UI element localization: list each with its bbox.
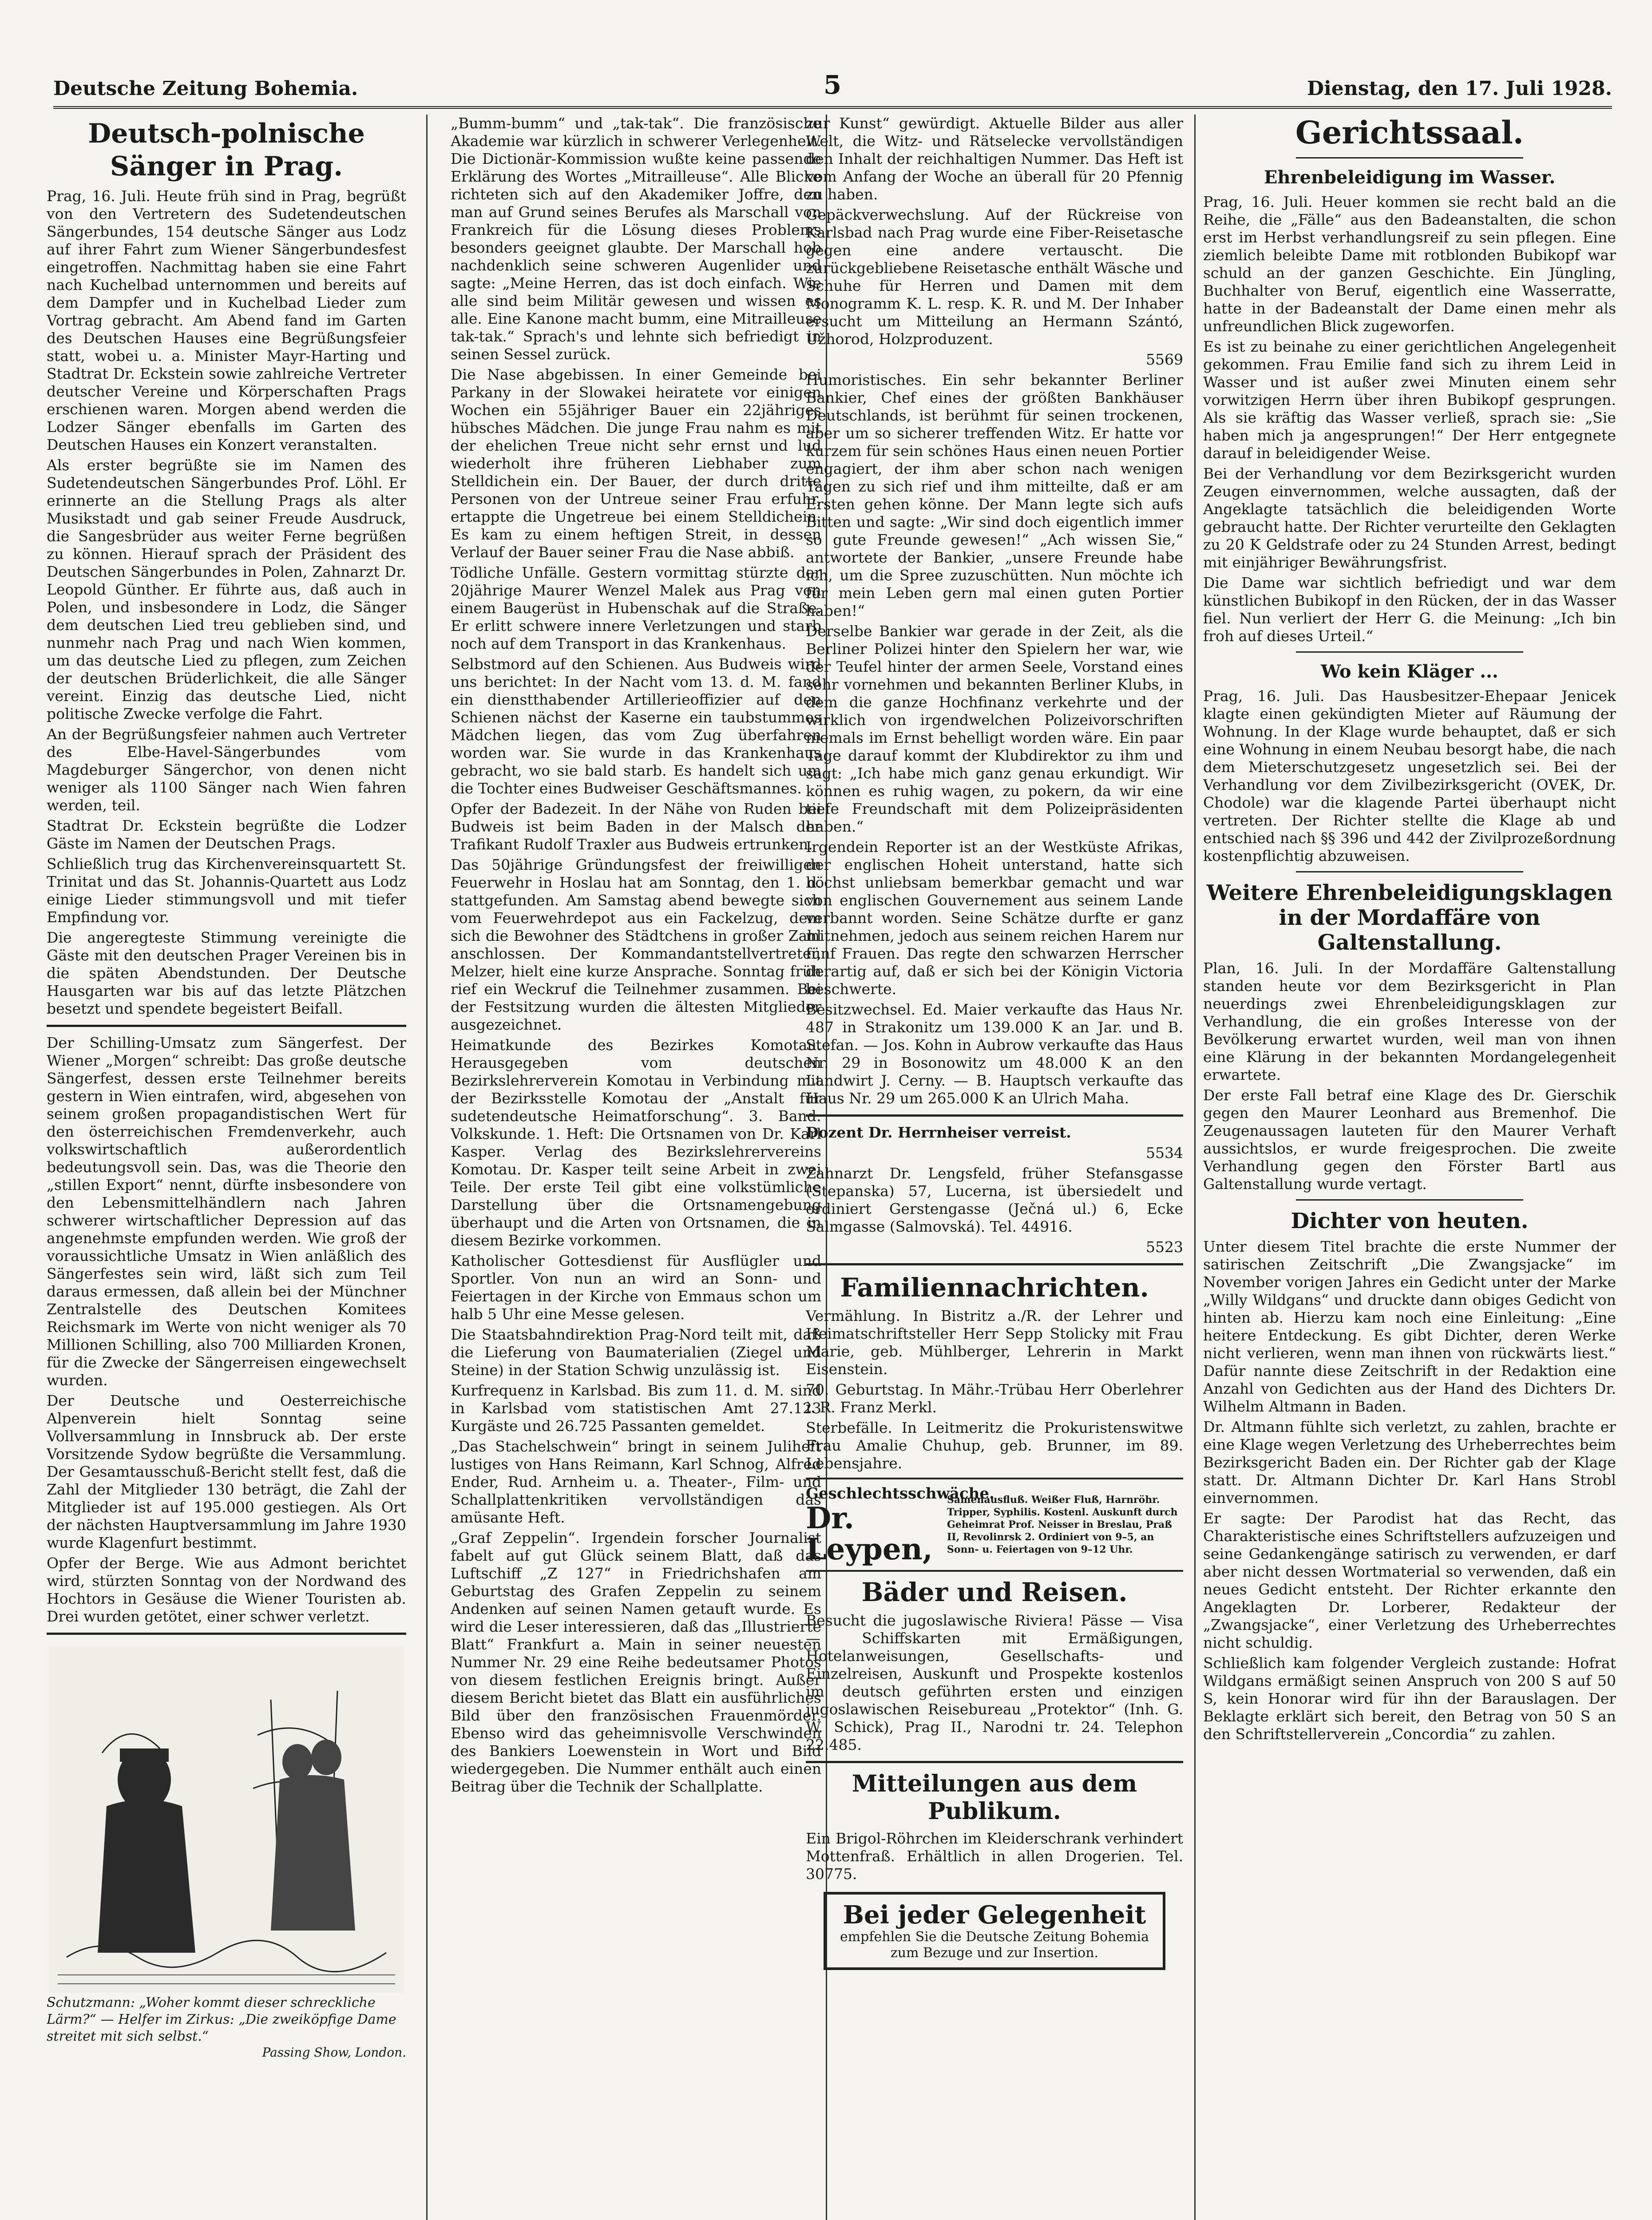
notice-number: 5534 xyxy=(1146,1144,1183,1162)
divider xyxy=(1296,157,1523,159)
page-number: 5 xyxy=(823,70,842,100)
article-paragraph: Die angeregteste Stimmung vereinigte die Gäste mit den deutschen Prager Vereinen bis in die späten Abendstunden. Der Deutsche Hausgarten war bis auf das letzte Plätzchen besetzt und spendete begeistert Beifall. xyxy=(47,929,406,1017)
divider xyxy=(1296,871,1523,872)
article-paragraph: „Graf Zeppelin“. Irgendein forscher Journalist fabelt auf gut Glück seinem Blatt, daß das Luftschiff „Z 127“ in Friedrichshafen am Geburtstag des Grafen Zeppelin zu seinem Andenken auf seinen Namen getauft wurde. Es wird die Leser interessieren, daß das „Illustrierte Blatt“ Frankfurt a. Main in seiner neuesten Nummer Nr. 29 eine Reihe bedeutsamer Photos von diesem festlichen Ereignis bringt. Außer diesem Bericht bietet das Blatt ein ausführliches Bild über den französischen Frauenmörder. Ebenso wird das geheimnisvolle Verschwinden des Bankiers Loewenstein in Wort und Bild wiedergegeben. Die Nummer enthält auch einen Beitrag über die Technik der Schallplatte. xyxy=(451,1529,821,1795)
advertisement-doctor xyxy=(806,1478,1183,1572)
article-paragraph: Das 50jährige Gründungsfest der freiwilligen Feuerwehr in Hoslau hat am Sonntag, den 1. d. stattgefunden. Am Samstag abend bewegte sich vom Feuerwehrdepot aus ein Fackelzug, dem sich die Bewohner des Städtchens in großer Zahl anschlossen. Der Kommandantstellvertreter, Melzer, hielt eine kurze Ansprache. Sonntag früh rief ein Weckruf die Teilnehmer zusammen. Bei der Festsitzung wurden die ältesten Mitglieder ausgezeichnet. xyxy=(451,856,821,1033)
article-paragraph: Opfer der Berge. Wie aus Admont berichtet wird, stürzten Sonntag von der Nordwand des Hochtors in Gesäuse die Wiener Touristen ab. Drei wurden getötet, einer schwer verletzt. xyxy=(47,1554,406,1625)
divider xyxy=(47,1633,406,1635)
article-paragraph: Katholischer Gottesdienst für Ausflügler und Sportler. Von nun an wird an Sonn- und Feiertagen in der Kirche von Emmaus schon um halb 5 Uhr eine Messe gelesen. xyxy=(451,1252,821,1323)
article-paragraph: Er sagte: Der Parodist hat das Recht, das Charakteristische eines Schriftstellers aufzuzeigen und seine Gedankengänge satirisch zu verwenden, er darf aber nicht dessen Wortmaterial so verwenden, daß ein neues Gedicht entsteht. Der Richter erkannte den Angeklagten Dr. Lorberer, Redakteur der „Zwangsjacke“, einer Verletzung des Urheberrechtes nicht schuldig. xyxy=(1203,1510,1616,1651)
article-paragraph: Selbstmord auf den Schienen. Aus Budweis wird uns berichtet: In der Nacht vom 13. d. M. fand ein dienstthabender Artillerieoffizier auf den Schienen nächst der Kaserne ein taubstummes Mädchen liegen, das vom Zug überfahren worden war. Sie wurde in das Krankenhaus gebracht, wo sie bald starb. Es handelt sich um die Tochter eines Budweiser Geschäftsmannes. xyxy=(451,655,821,797)
article-paragraph: Derselbe Bankier war gerade in der Zeit, als die Berliner Polizei hinter den Spielern her war, wie der Teufel hinter der armen Seele, Vorstand eines sehr vornehmen und bekannten Berliner Klubs, in dem die ganze Hochfinanz verkehrte und der wirklich von irgendwelchen Polizeivorschriften niemals im Ernst behelligt worden wäre. Ein paar Tage darauf kommt der Klubdirektor zu ihm und sagt: „Ich habe mich ganz genau erkundigt. Wir können es ruhig wagen, zu pokern, da wir eine tiefe Freundschaft mit dem Polizeipräsidenten haben.“ xyxy=(806,622,1183,835)
ad-doctor-name: Dr. Leypen, xyxy=(806,1501,933,1566)
subscription-promo-box xyxy=(824,1892,1165,1970)
family-notice: Vermählung. In Bistritz a./R. der Lehrer und Heimatschriftsteller Herr Sepp Stolicky mit Frau Marie, geb. Mühlberger, Lehrerin in Markt Eisenstein. xyxy=(806,1307,1183,1378)
article-paragraph: Irgendein Reporter ist an der Westküste Afrikas, der englischen Hoheit unterstand, hatte sich höchst unliebsam bemerkbar gemacht und war von englischen Gouvernement aus seinem Lande verbannt worden. Seine Schätze durfte er ganz mitnehmen, jedoch aus seinem reichen Harem nur fünf Frauen. Das regte den schwarzen Herrscher derartig auf, daß er sich bei der Königin Victoria beschwerte. xyxy=(806,838,1183,998)
article-title: Ehrenbeleidigung im Wasser. xyxy=(1264,167,1556,188)
article-paragraph: Prag, 16. Juli. Heute früh sind in Prag, begrüßt von den Vertretern des Sudetendeutschen Sängerbundes, 154 deutsche Sänger aus Lodz auf ihrer Fahrt zum Wiener Sängerbundesfest eingetroffen. Nachmittag haben sie eine Fahrt nach Kuchelbad unternommen und bereits auf dem Dampfer und in Kuchelbad Lieder zum Vortrag gebracht. Am Abend fand im Garten des Deutschen Hauses eine Begrüßungsfeier statt, wobei u. a. Minister Mayr-Harting und Stadtrat Dr. Eckstein sowie zahlreiche Vertreter deutscher Vereine und Körperschaften Prags erschienen waren. Morgen abend werden die Lodzer Sänger ebenfalls im Garten des Deutschen Hauses ein Konzert veranstalten. xyxy=(47,187,406,453)
family-notice: 70. Geburtstag. In Mähr.-Trübau Herr Oberlehrer i. R. Franz Merkl. xyxy=(806,1381,1183,1416)
article-title: Wo kein Kläger ... xyxy=(1321,661,1498,682)
divider xyxy=(806,1263,1183,1265)
article-paragraph: „Bumm-bumm“ und „tak-tak“. Die französische Akademie war kürzlich in schwerer Verlegenheit. Die Dictionär-Kommission wußte keine passende Erklärung des Wortes „Mitrailleuse“. Alle Blicke richteten sich auf den Akademiker Joffre, den man auf Grund seines Berufes als Marschall von Frankreich für die Lösung dieses Problems besonders geeignet glaubte. Der Marschall hob nachdenklich seine schweren Augenlider und sagte: „Meine Herren, das ist doch einfach. Wie alle sind beim Militär gewesen und wissen es alle. Eine Kanone macht bumm, eine Mitrailleuse tak-tak.“ Sprach's und lehnte sich befriedigt in seinen Sessel zurück. xyxy=(451,115,821,363)
notice-number: 5569 xyxy=(1146,351,1183,368)
paper-name: Deutsche Zeitung Bohemia. xyxy=(53,77,358,100)
promo-text: empfehlen Sie die Deutsche Zeitung Bohemia zum Bezuge und zur Insertion. xyxy=(840,1929,1149,1961)
article-paragraph: Dr. Altmann fühlte sich verletzt, zu zahlen, brachte er eine Klage wegen Verletzung des Urheberrechtes beim Bezirksgericht Baden ein. Der Richter gab der Klage statt. Dr. Altmann Dichter Dr. Karl Hans Strobl einvernommen. xyxy=(1203,1418,1616,1506)
article-paragraph: Der erste Fall betraf eine Klage des Dr. Gierschik gegen den Maurer Leonhard aus Bremenhof. Die Zeugenaussagen lauteten für den Maurer Verhaft aussichtslos, er wurde freigesprochen. Die zweite Verhandlung gegen den Förster Bartl aus Galtenstallung wurde vertagt. xyxy=(1203,1086,1616,1193)
article-paragraph: Gepäckverwechslung. Auf der Rückreise von Karlsbad nach Prag wurde eine Fiber-Reisetasche gegen eine andere vertauscht. Die zurückgebliebene Reisetasche enthält Wäsche und Schuhe für Herren und Damen mit dem Monogramm K. L. resp. K. R. und M. Der Inhaber ersucht um Mitteilung an Hermann Szántó, Užhorod, Holzproduzent. xyxy=(806,206,1183,348)
article-paragraph: Die Dame war sichtlich befriedigt und war dem künstlichen Bubikopf in den Rücken, der in das Wasser fiel. Nun verliert der Herr G. die Meinung: „Ich bin froh auf dieses Urteil.“ xyxy=(1203,574,1616,645)
article-paragraph: Die Nase abgebissen. In einer Gemeinde bei Parkany in der Slowakei heiratete vor einigen Wochen ein 55jähriger Bauer ein 22jähriges hübsches Mädchen. Die junge Frau nahm es mit der ehelichen Treue nicht sehr ernst und lud wiederholt ihre früheren Liebhaber zum Stelldichein ein. Der Bauer, der durch dritte Personen von der Untreue seiner Frau erfuhr, ertappte die Ungetreue bei einem Stelldichein. Es kam zu einem heftigen Streit, in dessen Verlauf der Bauer seiner Frau die Nase abbiß. xyxy=(451,366,821,561)
article-paragraph: Als erster begrüßte sie im Namen des Sudetendeutschen Sängerbundes Prof. Löhl. Er erinnerte an die Stellung Prags als alter Musikstadt und gab seiner Freude Ausdruck, die Sangesbrüder aus weiter Ferne begrüßen zu können. Hierauf sprach der Präsident des Deutschen Sängerbundes in Polen, Zahnarzt Dr. Leopold Günther. Er führte aus, daß auch in Polen, und insbesondere in Lodz, die Sänger dem deutschen Lied treu geblieben sind, und nunmehr nach Prag und nach Wien kommen, um das deutsche Lied zu pflegen, zum Zeichen der deutschen Brüderlichkeit, die alle Sänger vereint. Einzig das deutsche Lied, nicht politische Zwecke verfolge die Fahrt. xyxy=(47,456,406,722)
article-paragraph: Die Staatsbahndirektion Prag-Nord teilt mit, daß die Lieferung von Baumaterialien (Ziegel und Steine) in der Station Schwig unzulässig ist. xyxy=(451,1326,821,1379)
divider xyxy=(806,1761,1183,1763)
article-paragraph: Stadtrat Dr. Eckstein begrüßte die Lodzer Gäste im Namen der Deutschen Prags. xyxy=(47,817,406,852)
article-paragraph: Schließlich trug das Kirchenvereinsquartett St. Trinitat und das St. Johannis-Quartett aus Lodz einige Lieder stimmungsvoll und mit tiefer Empfindung vor. xyxy=(47,855,406,926)
divider xyxy=(1296,1199,1523,1201)
column-4 xyxy=(1203,115,1616,2220)
article-paragraph: Heimatkunde des Bezirkes Komotau. Herausgegeben vom deutschen Bezirkslehrerverein Komotau in Verbindung mit der Bezirksstelle Komotau der „Anstalt für sudetendeutsche Heimatforschung“. 3. Band: Volkskunde. 1. Heft: Die Ortsnamen von Dr. Karl Kasper. Verlag des Bezirkslehrervereins Komotau. Dr. Kasper teilt seine Arbeit in zwei Teile. Der erste Teil gibt eine volkstümliche Darstellung über die Ortsnamengebung überhaupt und die Arten von Ortsnamen, die in diesem Bezirke vorkommen. xyxy=(451,1036,821,1249)
article-title: Deutsch-polnische Sänger in Prag. xyxy=(88,118,365,182)
family-notice: Sterbefälle. In Leitmeritz die Prokuristenswitwe Frau Amalie Chuhup, geb. Brunner, im 89. Lebensjahre. xyxy=(806,1419,1183,1472)
article-paragraph: Prag, 16. Juli. Heuer kommen sie recht bald an die Reihe, die „Fälle“ aus den Badeanstalten, die schon erst im Herbst verhandlungsreif zu sein pflegen. Eine ziemlich beleibte Dame mit rotblonden Bubikopf war schuld an der ganzen Geschichte. Ein Jüngling, Buchhalter von Beruf, eigentlich eine Wasserratte, hatte in der Badeanstalt der Dame einen mehr als unfreundlichen Blick zugeworfen. xyxy=(1203,193,1616,335)
article-title: Dichter von heuten. xyxy=(1291,1209,1529,1233)
notice-text: Dozent Dr. Herrnheiser verreist. xyxy=(806,1124,1071,1141)
article-paragraph: Schließlich kam folgender Vergleich zustande: Hofrat Wildgans ermäßigt seinen Anspruch von 200 S auf 50 S, kein Honorar wird für ihn der Barauslagen. Der Beklagte erklärt sich bereit, den Betrag von 50 S an den Schriftstellerverein „Concordia“ zu zahlen. xyxy=(1203,1654,1616,1743)
article-paragraph: Kurfrequenz in Karlsbad. Bis zum 11. d. M. sind in Karlsbad vom statistischen Amt 27.123 Kurgäste und 26.725 Passanten gemeldet. xyxy=(451,1382,821,1435)
page-header xyxy=(53,67,1612,109)
cartoon-credit: Passing Show, London. xyxy=(262,2045,406,2060)
article-paragraph: Plan, 16. Juli. In der Mordaffäre Galtenstallung standen heute vor dem Bezirksgericht in Plan neuerdings zwei Ehrenbeleidigungsklagen zur Verhandlung, die ein großes Interesse von der Bevölkerung erwartet wurden, weil man von ihnen eine Klärung in der bekannten Mordangelegenheit erwartete. xyxy=(1203,959,1616,1083)
cartoon-caption: Schutzmann: „Woher kommt dieser schreckliche Lärm?“ — Helfer im Zirkus: „Die zweiköpfige Dame streitet mit sich selbst.“ xyxy=(47,1995,396,2044)
article-paragraph: „Das Stachelschwein“ bringt in seinem Juliheft lustiges von Hans Reimann, Karl Schnog, Alfred Ender, Rud. Arnheim u. a. Theater-, Film- und Schallplattenkritiken vervollständigen das amüsante Heft. xyxy=(451,1438,821,1526)
divider xyxy=(47,1025,406,1027)
ad-details: Samenausfluß. Weißer Fluß, Harnröhr. Tripper, Syphilis. Kostenl. Auskunft durch Geheimrat Prof. Neisser in Breslau, Praß II, Revolinrsk 2. Ordiniert von 9–5, an Sonn- u. Feiertagen von 9–12 Uhr. xyxy=(947,1494,1178,1555)
travel-notice: Besucht die jugoslawische Riviera! Pässe — Visa — Schiffskarten mit Ermäßigungen, Hotelanweisungen, Gesellschafts- und Einzelreisen, Auskunft und Prospekte kostenlos im deutsch geführten ersten und einzigen jugoslawischen Reisebureau „Protektor“ (Inh. G. W. Schick), Prag II., Narodni tr. 24. Telephon 22.485. xyxy=(806,1612,1183,1753)
notice-number: 5523 xyxy=(1146,1238,1183,1256)
column-1 xyxy=(47,115,406,2220)
article-paragraph: Tödliche Unfälle. Gestern vormittag stürzte der 20jährige Maurer Wenzel Malek aus Prag von einem Baugerüst in Hubenschak auf die Straße. Er erlitt schwere innere Verletzungen und starb noch auf dem Transport in das Krankenhaus. xyxy=(451,564,821,652)
issue-date: Dienstag, den 17. Juli 1928. xyxy=(1307,77,1612,100)
article-paragraph: An der Begrüßungsfeier nahmen auch Vertreter des Elbe-Havel-Sängerbundes vom Magdeburger Sängerchor, von denen nicht weniger als 1100 Sänger nach Wien fahren werden, teil. xyxy=(47,725,406,814)
article-paragraph: Es ist zu beinahe zu einer gerichtlichen Angelegenheit gekommen. Frau Emilie fand sich zu ihrem Leid in Wasser und ist außer zwei Minuten einem sehr vorwitzigen Herrn über ihren Bubikopf gesprungen. Als sie kräftig das Wasser verließ, sprach sie: „Sie haben mich ja angesprungen!“ Der Herr entgegnete darauf in beleidigender Weise. xyxy=(1203,338,1616,462)
article-paragraph: Unter diesem Titel brachte die erste Nummer der satirischen Zeitschrift „Die Zwangsjacke“ im November vorigen Jahres ein Gedicht unter der Marke „Willy Wildgans“ und druckte dann obiges Gedicht von hinten ab. Hierzu kam noch eine Einleitung: „Eine heitere Entdeckung. Es gibt Dichter, deren Werke nicht verlieren, wenn man ihnen von rückwärts liest.“ Dafür nannte diese Zeitschrift in der Redaktion eine Anzahl von Gedichten aus der Hand des Dichters Dr. Wilhelm Altmann in Baden. xyxy=(1203,1238,1616,1415)
notice-text: Zahnarzt Dr. Lengsfeld, früher Stefansgasse (Stepanska) 57, Lucerna, ist übersiedelt und ordiniert Gerstengasse (Ječná ul.) 6, Ecke Salmgasse (Salmovská). Tel. 44916. xyxy=(806,1165,1183,1235)
column-rule xyxy=(1194,115,1196,2220)
article-paragraph: zur Kunst“ gewürdigt. Aktuelle Bilder aus aller Welt, die Witz- und Rätselecke vervollständigen den Inhalt der reichhaltigen Nummer. Das Heft ist vom Anfang der Woche an überall für 20 Pfennig zu haben. xyxy=(806,115,1183,203)
section-title-public: Mitteilungen aus dem Publikum. xyxy=(852,1770,1137,1825)
ad-heading: Geschlechtsschwäche. xyxy=(806,1485,994,1502)
article-paragraph: Der Schilling-Umsatz zum Sängerfest. Der Wiener „Morgen“ schreibt: Das große deutsche Sängerfest, dessen erste Teilnehmer bereits gestern in Wien eintrafen, wird, abgesehen von seinem großen propagandistischen Wert für den österreichischen Fremdenverkehr, auch volkswirtschaftlich außerordentlich bedeutungsvoll sein. Das, was die Theorie den „stillen Export“ nennt, dürfte insbesondere von den Lebensmittelhändlern nach Jahren schwerer wirtschaftlicher Depression auf das angenehmste empfunden werden. Wie groß der voraussichtliche Umsatz in Wien anläßlich des Sängerfestes sein wird, läßt sich zum Teil daraus ermessen, daß allein bei der Münchner Zentralstelle des Deutschen Komitees Reichsmark im Werte von nicht weniger als 70 Millionen Schilling, also 700 Milliarden Kronen, für die Zwecke der Sängerreisen eingewechselt wurden. xyxy=(47,1034,406,1389)
section-title-court: Gerichtssaal. xyxy=(1295,115,1524,151)
article-paragraph: Opfer der Badezeit. In der Nähe von Ruden bei Budweis ist beim Baden in der Malsch der Trafikant Rudolf Traxler aus Budweis ertrunken. xyxy=(451,800,821,853)
divider xyxy=(1296,651,1523,653)
section-title-travel: Bäder und Reisen. xyxy=(861,1577,1128,1607)
promo-headline: Bei jeder Gelegenheit xyxy=(843,1900,1146,1930)
article-paragraph: Bei der Verhandlung vor dem Bezirksgericht wurden Zeugen einvernommen, welche aussagten, daß der Angeklagte tatsächlich die beleidigenden Worte gebraucht hatte. Der Richter verurteilte den Geklagten zu 20 K Geldstrafe oder zu 24 Stunden Arrest, bedingt mit einjähriger Bewährungsfrist. xyxy=(1203,465,1616,571)
article-paragraph: Prag, 16. Juli. Das Hausbesitzer-Ehepaar Jenicek klagte einen gekündigten Mieter auf Räumung der Wohnung. In der Klage wurde behauptet, daß er sich eine Wohnung in einem Neubau besorgt habe, die nach dem Mieterschutzgesetz ungesetzlich sei. Bei der Verhandlung vor dem Zivilbezirksgericht (OVEK, Dr. Chodole) war die klagende Partei überhaupt nicht vertreten. Der Richter stellte die Klage ab und entschied nach §§ 396 und 442 der Zivilprozeßordnung kostenpflichtig abzuweisen. xyxy=(1203,687,1616,864)
column-rule xyxy=(426,115,428,2220)
column-2 xyxy=(451,115,821,2220)
column-3 xyxy=(806,115,1183,2220)
section-title-family: Familiennachrichten. xyxy=(840,1273,1149,1303)
cartoon-illustration xyxy=(47,1646,406,1993)
article-title: Weitere Ehrenbeleidigungsklagen in der Mordaffäre von Galtenstallung. xyxy=(1206,880,1613,955)
divider xyxy=(806,1114,1183,1117)
article-paragraph: Humoristisches. Ein sehr bekannter Berliner Bankier, Chef eines der größten Bankhäuser Deutschlands, ist berühmt für seinen trockenen, aber um so sicherer treffenden Witz. Er hatte vor kurzem für sein schönes Haus einen neuen Portier engagiert, der ihm aber schon nach wenigen Tagen zu sich rief und ihm mitteilte, daß er am Ersten gehen könne. Der Mann legte sich aufs Bitten und sagte: „Wir sind doch eigentlich immer so gute Freunde gewesen!“ „Ach wissen Sie,“ antwortete der Bankier, „unsere Freunde habe ich, um die Spree zuzuschütten. Nun möchte ich für mein Leben gern mal einen guten Portier haben!“ xyxy=(806,371,1183,619)
article-paragraph: Besitzwechsel. Ed. Maier verkaufte das Haus Nr. 487 in Strakonitz um 139.000 K an Jar. und B. Stefan. — Jos. Kohn in Aubrow verkaufte das Haus Nr. 29 in Bosonowitz um 48.000 K an den Landwirt J. Cerny. — B. Hauptsch verkaufte das Haus Nr. 29 um 265.000 K an Ulrich Maha. xyxy=(806,1001,1183,1107)
public-notice: Ein Brigol-Röhrchen im Kleiderschrank verhindert Mottenfraß. Erhältlich in allen Drogerien. Tel. 30775. xyxy=(806,1830,1183,1883)
article-paragraph: Der Deutsche und Oesterreichische Alpenverein hielt Sonntag seine Vollversammlung in Innsbruck ab. Der erste Vorsitzende Sydow begrüßte die Versammlung. Der Gesamtausschuß-Bericht stellt fest, daß die Zahl der Mitglieder 130 beträgt, die Zahl der Mitglieder ist auf 195.000 gestiegen. Als Ort der nächsten Hauptversammlung im Jahre 1930 wurde Klagenfurt bestimmt. xyxy=(47,1392,406,1551)
